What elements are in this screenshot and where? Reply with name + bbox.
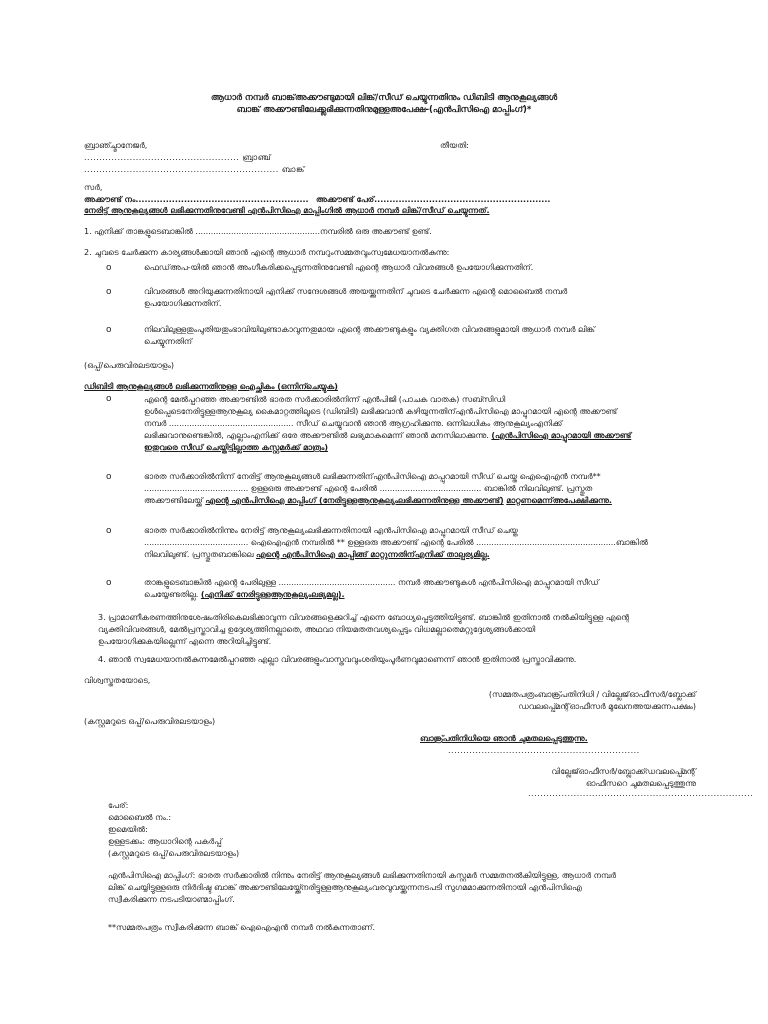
name-label: പേര്: (108, 801, 129, 810)
option-2-line1: ഭാരത സർക്കാരിൽനിന്ന് നേരിട്ട് ആനുകൂല്യങ്ങൾ ലഭിക്കുന്നതിന്എൻപിസിഐ മാപ്പുറമായി സീഡ് ചെയ്ത ഐഐഎൻ നമ്പർ** (144, 472, 601, 481)
village-officer-line2: ഓഫീസറെ ചുമതലപ്പെടുത്തുന്നു (585, 779, 696, 788)
addressee-manager: ബ്രാഞ്ച്മാനേജർ, (84, 141, 148, 150)
salutation: സർ, (84, 183, 103, 192)
bullet-icon: o (106, 472, 112, 482)
option-3-line3 (144, 549, 490, 561)
bullet-icon: o (106, 263, 112, 273)
option-4-line2-text: ചെയ്യേണ്ടതില്ല. (144, 590, 199, 599)
bullet-icon: o (106, 325, 112, 335)
item-3-line2: വ്യക്തിവിവരങ്ങൾ, മേൽപ്രസ്താവിച്ച ഉദ്ദേശ്യത്തിനല്ലാതെ, അഥവാ നിയമതതവശ്യപ്പെടും വിധമല്ലാതെമറ്റുദ്ദേശ്യങ്ങൾക്കായി (98, 625, 536, 634)
form-title-line2: ബാങ്ക് അക്കൗണ്ടിലേക്ക്ലഭിക്കുന്നതിനുമുള്ളഅപേക്ഷ-(എൻപിസിഐ മാപ്പിംഗ്)* (236, 105, 532, 115)
option-1-line1: എന്റെ മേൽപ്പറഞ്ഞ അക്കൗണ്ടിൽ ഭാരത സർക്കാരിൽനിന്ന് എൻപിജി (പാചക വാതക) സബ്സിഡി (144, 395, 506, 404)
branch-field: ................................................... ബ്രാഞ്ച് (84, 153, 271, 162)
date-label: തീയതി: (440, 141, 469, 150)
item-3-line1: 3. പ്രാമാണീകരണത്തിനുശേഷംതിരികെലഭിക്കാവുന്ന വിവരങ്ങളെക്കുറിച്ച് എന്നെ ബോധ്യപ്പെടുത്തിയിട്ടുണ്ട്. ബാങ്കിൽ ഇതിനാൽ നൽകിയിട്ടുള്ള എന്റെ (98, 613, 630, 622)
option-2-line3-bold: എന്റെ എൻപിസിഐ മാപ്പിംഗ് (നേരിട്ടുള്ളആനുകൂല്യംലഭിക്കുന്നതിനുള്ള അക്കൗണ്ട്) (205, 496, 504, 505)
village-officer-dots: .......................................................................... (528, 789, 754, 798)
note-line2: ലിങ്ക് ചെയ്യിട്ടുള്ളഒരു നിർദിഷ്ട ബാങ്ക് അക്കൗണ്ടിലേയ്ക്ക്നേരിട്ടുള്ളആനുകൂല്യംവരവുവയ്ക്കുന്നനടപടി സുഗമമാക്കുന്നതിനായി എൻപിസിഐ (108, 883, 582, 892)
bullet-icon: o (106, 578, 112, 588)
enclosure-label: ഉള്ളടക്കം: ആധാറിന്റെ പകർപ്പ് (108, 837, 222, 846)
option-3-line1: ഭാരത സർക്കാരിൽനിന്നും നേരിട്ട് ആനുകൂല്യംലഭിക്കുന്നതിനായി എൻപിസിഐ മാപ്പുറമായി സീഡ് ചെയ്ത (144, 526, 518, 535)
option-2-line3 (144, 495, 612, 507)
signature-thumb-1: (ഒപ്പ്/പെരുവിരലടയാളം) (84, 361, 174, 370)
item-4: 4. ഞാൻ സ്വമേധയാനൽകുന്നമേൽപ്പറഞ്ഞ എല്ലാ വിവരങ്ങളുംവാസ്തവവുംശരിയുംപൂർണവുമാണെന്ന് ഞാൻ ഇതിനാൽ പ്രസ്താവിക്കുന്നു. (98, 655, 577, 664)
option-2-line2: ......................................... ഉള്ളഒരു അക്കൗണ്ട് എന്റെ പേരിൽ ........................................ ബാങ്കിൽ നിലവിലുണ്ട്. പ്രസ്തുത (144, 484, 593, 493)
bullet-icon: o (106, 526, 112, 536)
form-title-line1: ആധാർ നമ്പർ ബാങ്ക്അക്കൗണ്ടുമായി ലിങ്ക്/സീഡ് ചെയ്യുന്നതിനും ഡിബിടി ആനുകൂല്യങ്ങൾ (210, 93, 558, 103)
note-line3: സ്വീകരിക്കുന്ന നടപടിയാണ്മാപ്പിംഗ്. (108, 895, 235, 904)
representative-note-line2: ഡവലപ്പ്മെന്റ്ഓഫീസർ മുഖേനഅയക്കുന്നപക്ഷം) (518, 702, 696, 711)
option-1-line4 (144, 430, 631, 442)
village-officer-line1: വില്ലേജ്ഓഫീസർ/ബ്ലോക്ക്ഡവലപ്പ്മെന്റ് (551, 767, 696, 776)
option-4-line1: താങ്കളുടെബാങ്കിൽ എന്റെ പേരിലുള്ള .............................................. നമ്പർ അക്കൗണ്ടുകൾ എൻപിസിഐ മാപ്പുറമായി സീഡ് (144, 578, 599, 587)
option-2-line3-end: മാറ്റണമെന്ന്അപേക്ഷിക്കുന്നു. (506, 496, 612, 505)
item-3-line3: ഉപയോഗിക്കുകയില്ലെന്ന് എന്നെ അറിയിച്ചിട്ടുണ്ട്. (98, 637, 272, 646)
option-4-line2 (144, 589, 345, 601)
consent-sub-2-line1: വിവരങ്ങൾ അറിയുക്കുന്നതിനായി എനിക്ക് സന്ദേശങ്ങൾ അയയ്ക്കുന്നതിന് ചുവടെ ചേർക്കുന്ന എന്റെ മൊബൈൽ നമ്പർ (144, 287, 568, 296)
item-1: 1. എനിക്ക് താങ്കളുടെബാങ്കിൽ .................................................നമ്പരിൽ ഒരു അക്കൗണ്ട് ഉണ്ട്. (84, 227, 432, 236)
customer-signature-1: (കസ്റ്റമറുടെ ഒപ്പ്/പെരുവിരലടയാളം) (84, 717, 216, 726)
account-name-field: അക്കൗണ്ട് പേര്.......................................................... (316, 195, 551, 204)
bank-representative-dots: ............................................................... (448, 746, 640, 755)
option-1-line4-bold: (എൻപിസിഐ മാപ്പുറമായി അക്കൗണ്ട് (491, 431, 632, 440)
bullet-icon: o (106, 287, 112, 297)
representative-note-line1: (സമ്മതപത്രംബാങ്ക്പ്രതിനിധി / വില്ലേജ്ഓഫീസർ/ബ്ലോക്ക് (488, 690, 696, 699)
option-1-line5: ഇതുവരെ സീഡ് ചെയ്തിട്ടില്ലാത്ത കസ്റ്റമർക്ക് മാത്രം) (144, 443, 328, 452)
consent-sub-1: ഫെഡ്അപ-യിൽ ഞാൻ അംഗീകരിക്കപ്പെടുന്നതിനുവേണ്ടി എന്റെ ആധാർ വിവരങ്ങൾ ഉപയോഗിക്കുന്നതിന്. (144, 263, 534, 272)
consent-sub-3-line1: നിലവിലുള്ളതുംപുതിയതുംഭാവിയിലുണ്ടാകാവുന്നതുമായ എന്റെ അക്കൗണ്ടുകളും വ്യക്തിഗത വിവരങ്ങളുമായി ആധാർ നമ്പർ ലിങ്ക് (144, 325, 595, 334)
consent-sub-2-line2: ഉപയോഗിക്കുന്നതിന്. (144, 299, 222, 308)
option-1-line2: ഉൾപ്പെടെനേരിട്ടുള്ളആനുകൂല്യ കൈമാറ്റത്തിലൂടെ (ഡിബിടി) ലഭിക്കുവാൻ കഴിയുന്നതിന്എൻപിസിഐ മാപ്പുറമായി എന്റെ അക്കൗണ്ട് (144, 407, 618, 416)
footnote: **സമ്മതപത്രം സ്വീകരിക്കുന്ന ബാങ്ക് ഐഐഎൻ നമ്പർ നൽകുന്നതാണ്. (108, 923, 376, 932)
option-3-line3-bold: എന്റെ എൻപിസിഐ മാപ്പിങ്ങ് മാറ്റുന്നതിന്എനിക്ക് താല്പര്യമില്ല. (256, 550, 490, 559)
account-number-field: അക്കൗണ്ട് നം......................................................... (84, 195, 309, 204)
closing: വിശ്വസ്തതയോടെ, (84, 676, 151, 685)
bank-representative-line: ബാങ്ക്പ്രതിനിധിയെ ഞാൻ ചുമതലപ്പെടുത്തുന്നു. (420, 734, 588, 743)
customer-signature-2: (കസ്റ്റമറുടെ ഒപ്പ്/പെരുവിരലടയാളം) (108, 849, 240, 858)
option-3-line2: ......................................... ഐഐഎൻ നമ്പരിൽ ** ഉള്ളഒരു അക്കൗണ്ട് എന്റെ പേരിൽ .......................................................ബാങ്കിൽ (144, 538, 648, 547)
option-2-line3-text: അക്കൗണ്ടിലേയ്ക്ക് (144, 496, 203, 505)
mobile-label: മൊബൈൽ നം.: (108, 813, 172, 822)
bullet-icon: o (106, 394, 112, 404)
subject-line: നേരിട്ട് ആനുകൂല്യങ്ങൾ ലഭിക്കുന്നതിനുവേണ്ടി എൻപിസിഐ മാപ്പിംഗിൽ ആധാർ നമ്പർ ലിങ്ക്/സീഡ് ചെയ്യുന്നത്. (84, 206, 490, 215)
item-2: 2. ചുവടെ ചേർക്കുന്ന കാര്യങ്ങൾക്കായി ഞാൻ എന്റെ ആധാർ നമ്പറുംസമ്മതവുംസ്വമേധയാനൽകുന്നു: (84, 248, 450, 257)
note-line1: എൻപിസിഐ മാപ്പിംഗ്: ഭാരത സർക്കാരിൽ നിന്നും നേരിട്ട് ആനുകൂല്യങ്ങൾ ലഭിക്കുന്നതിനായി കസ്റ്റമർ സമ്മതനൽകിയിട്ടുള്ള, ആധാർ നമ്പർ (108, 871, 616, 880)
consent-sub-3-line2: ചെയ്യുന്നതിന് (144, 337, 193, 346)
bank-field: ................................................................ ബാങ്ക് (84, 165, 305, 174)
option-1-line3: നമ്പർ ................................................. സീഡ് ചെയ്യുവാൻ ഞാൻ ആഗ്രഹിക്കുന്നു. ഒന്നിലധികം ആനുകൂല്യംഎനിക്ക് (144, 419, 563, 428)
email-label: ഇമെയിൽ: (108, 825, 148, 834)
option-3-line3-text: നിലവിലുണ്ട്. പ്രസ്തുതബാങ്കിലെ (144, 550, 254, 559)
option-4-line2-bold: (എനിക്ക് നേരിട്ടുള്ളആനുകൂല്യംലഭ്യമല്ല). (200, 590, 345, 599)
option-heading: ഡിബിടി ആനുകൂല്യങ്ങൾ ലഭിക്കുന്നതിനുള്ള ഐച്ഛികം (ഒന്നിന്ചെയ്യുക) (84, 382, 338, 391)
option-1-line4-text: ലഭിക്കുവാനുണ്ടെങ്കിൽ, എല്ലാംഎനിക്ക് ഒരേ അക്കൗണ്ടിൽ ലഭ്യമാകുമെന്ന് ഞാൻ മനസിലാക്കുന്നു. (144, 431, 489, 440)
